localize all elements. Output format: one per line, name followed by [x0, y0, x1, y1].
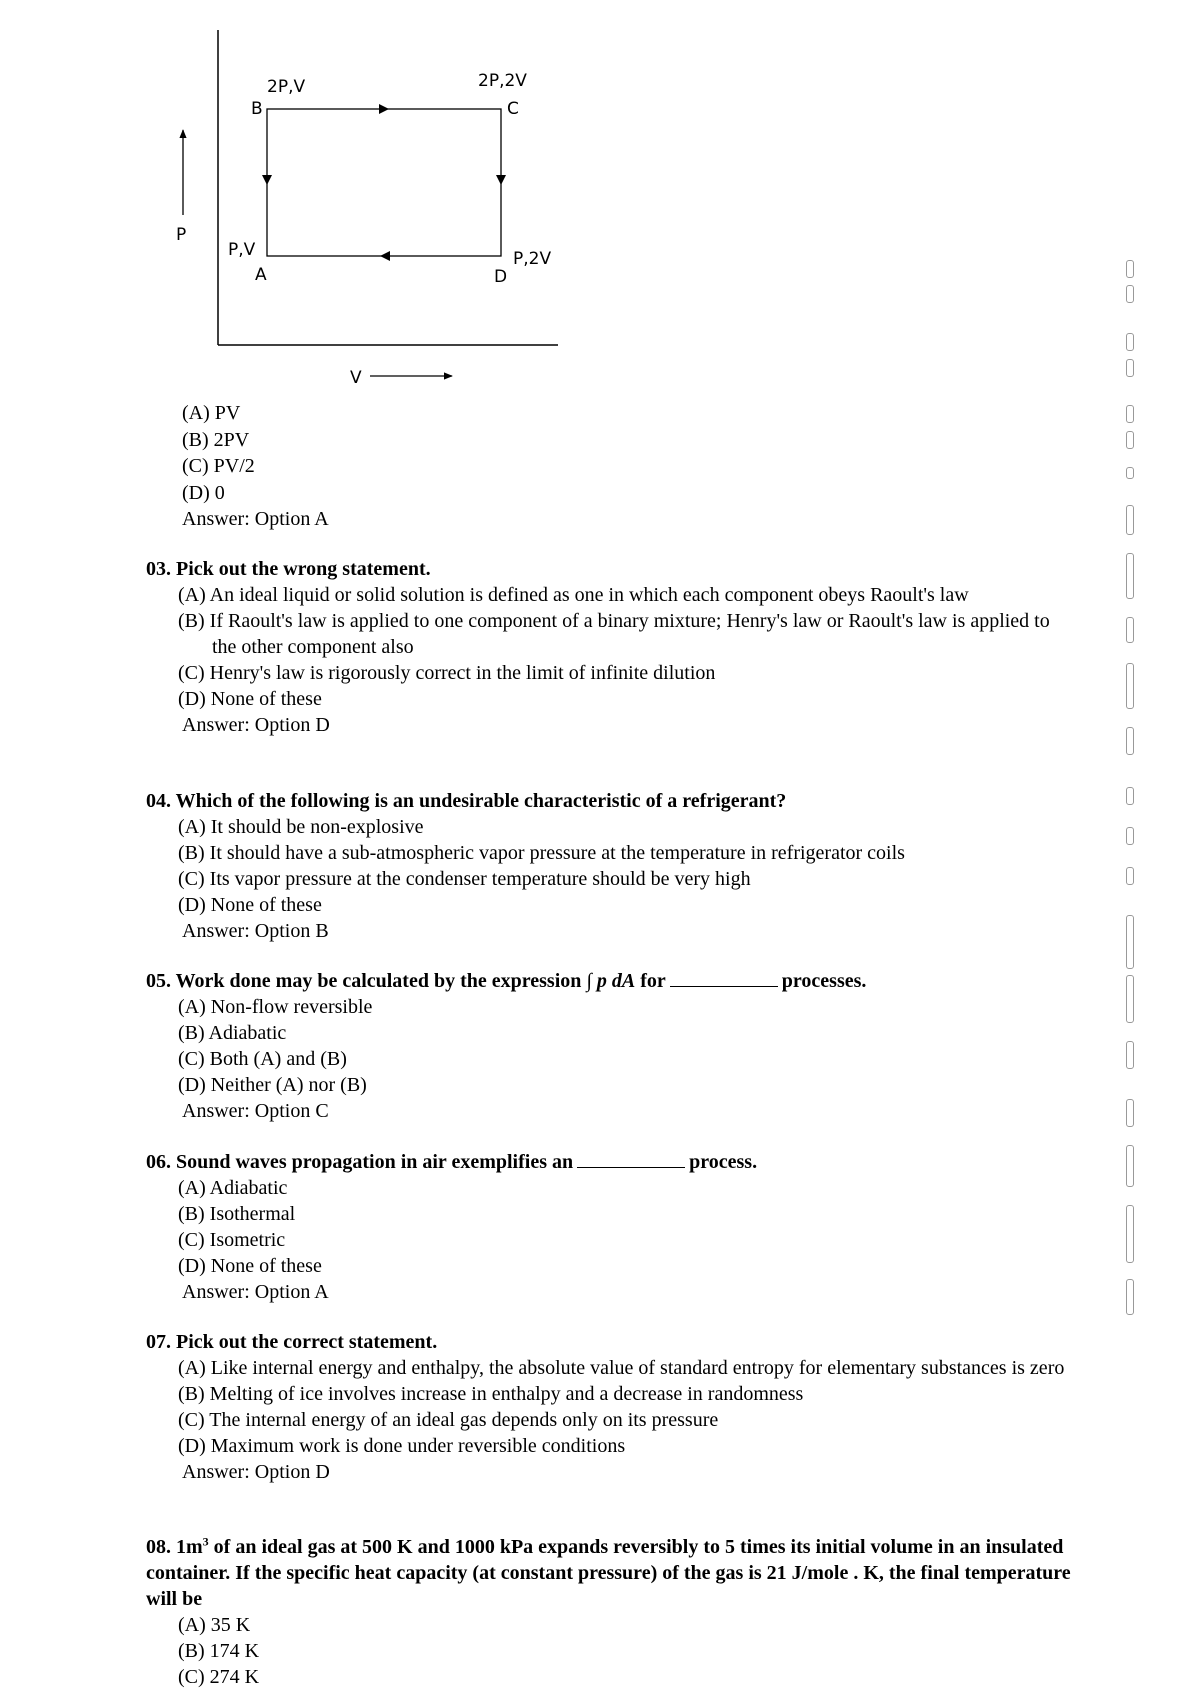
q04-block: [146, 788, 1076, 944]
scan-mark: [1126, 827, 1134, 845]
arrow-ab-icon: [262, 175, 272, 185]
scan-mark: [1126, 1279, 1134, 1315]
q08-title-rest: of an ideal gas at 500 K and 1000 kPa expands reversibly to 5 times its initial volume in an insulated container. If the specific heat capacity (at constant pressure) of the gas is 21 J/mole . K, the final temperature will be: [146, 1536, 1071, 1610]
y-axis-label: P: [176, 225, 187, 245]
point-a-letter: A: [255, 265, 267, 285]
arrow-cd-icon: [496, 175, 506, 185]
q02-option-c: (C) PV/2: [182, 455, 255, 477]
q06-blank: [577, 1153, 685, 1168]
q06-title-start: 06. Sound waves propagation in air exemplifies an: [146, 1151, 574, 1173]
q02-answer: Answer: Option A: [182, 508, 329, 530]
q05-title-end: processes.: [781, 970, 867, 992]
q08-option-b: (B) 174 K: [178, 1640, 260, 1662]
scan-margin-marks: [1126, 255, 1146, 1455]
arrow-bc-icon: [379, 104, 389, 114]
q06-block: [146, 1149, 1076, 1305]
scan-mark: [1126, 467, 1134, 479]
q03-option-d: (D) None of these: [178, 688, 322, 710]
q04-title: 04. Which of the following is an undesirable characteristic of a refrigerant?: [146, 790, 787, 812]
q05-title-mid: for: [640, 970, 666, 992]
x-axis-label: V: [350, 368, 362, 388]
scan-mark: [1126, 727, 1134, 755]
q05-answer: Answer: Option C: [182, 1100, 329, 1122]
q02-option-b: (B) 2PV: [182, 428, 250, 451]
q05-integral: ∫ p dA: [586, 970, 636, 992]
scan-mark: [1126, 1041, 1134, 1069]
q08-block: [146, 1534, 1076, 1690]
q06-option-b: (B) Isothermal: [178, 1203, 296, 1225]
q04-option-b: (B) It should have a sub-atmospheric vapor pressure at the temperature in refrigerator coils: [178, 842, 905, 864]
q04-option-d: (D) None of these: [178, 894, 322, 916]
scan-mark: [1126, 405, 1134, 423]
q04-option-c: (C) Its vapor pressure at the condenser temperature should be very high: [178, 868, 751, 890]
q02-option-a: (A) PV: [182, 402, 241, 424]
scan-mark: [1126, 553, 1134, 599]
scan-mark: [1126, 359, 1134, 377]
q03-title: 03. Pick out the wrong statement.: [146, 558, 431, 580]
q05-option-c: (C) Both (A) and (B): [178, 1048, 347, 1070]
q05-title-start: 05. Work done may be calculated by the expression: [146, 970, 582, 992]
arrow-da-icon: [380, 251, 390, 261]
q06-title-end: process.: [689, 1151, 758, 1173]
q05-option-a: (A) Non-flow reversible: [178, 996, 373, 1018]
q08-title-start: 08. 1m: [146, 1536, 203, 1558]
point-d-coords: P,2V: [513, 249, 552, 269]
q05-block: [146, 968, 1076, 1124]
scan-mark: [1126, 787, 1134, 805]
q03-option-b: (B) If Raoult's law is applied to one component of a binary mixture; Henry's law or Raoult's law is applied to the other component also: [178, 610, 1050, 658]
pv-cycle-diagram: [0, 0, 600, 400]
scan-mark: [1126, 505, 1134, 535]
scan-mark: [1126, 1099, 1134, 1127]
q05-option-b: (B) Adiabatic: [178, 1022, 287, 1044]
scan-mark: [1126, 431, 1134, 449]
cycle-rectangle: [267, 109, 501, 256]
q04-option-a: (A) It should be non-explosive: [178, 816, 424, 838]
q06-answer: Answer: Option A: [182, 1281, 329, 1303]
point-b-letter: B: [251, 99, 263, 119]
q07-option-b: (B) Melting of ice involves increase in enthalpy and a decrease in randomness: [178, 1383, 804, 1405]
q07-option-a: (A) Like internal energy and enthalpy, the absolute value of standard entropy for elementary substances is zero: [178, 1357, 1065, 1379]
point-c-letter: C: [507, 99, 519, 119]
point-c-coords: 2P,2V: [478, 71, 527, 91]
scan-mark: [1126, 285, 1134, 303]
q07-answer: Answer: Option D: [182, 1461, 330, 1483]
scan-mark: [1126, 1205, 1134, 1263]
q06-option-a: (A) Adiabatic: [178, 1177, 288, 1199]
point-b-coords: 2P,V: [267, 77, 306, 97]
q07-option-d: (D) Maximum work is done under reversible conditions: [178, 1435, 626, 1457]
scan-mark: [1126, 663, 1134, 709]
q07-title: 07. Pick out the correct statement.: [146, 1331, 438, 1353]
scan-mark: [1126, 975, 1134, 1023]
scan-mark: [1126, 867, 1134, 885]
q05-blank: [670, 972, 778, 987]
q08-title-sup: 3: [202, 1534, 209, 1549]
q05-option-d: (D) Neither (A) nor (B): [178, 1074, 367, 1096]
q03-option-a: (A) An ideal liquid or solid solution is defined as one in which each component obeys Raoult's law: [178, 584, 969, 606]
q02-option-d: (D) 0: [182, 481, 225, 504]
q07-option-c: (C) The internal energy of an ideal gas depends only on its pressure: [178, 1409, 719, 1431]
scan-mark: [1126, 915, 1134, 969]
q03-option-c: (C) Henry's law is rigorously correct in the limit of infinite dilution: [178, 662, 716, 684]
q08-title: [146, 1534, 1076, 1612]
point-a-coords: P,V: [228, 240, 256, 260]
q08-option-c: (C) 274 K: [178, 1666, 260, 1688]
scan-mark: [1126, 333, 1134, 351]
scan-mark: [1126, 617, 1134, 643]
q03-block: [146, 556, 1076, 738]
q02-block: [182, 400, 329, 533]
q06-option-d: (D) None of these: [178, 1255, 322, 1277]
q04-answer: Answer: Option B: [182, 920, 329, 942]
q06-title: [146, 1149, 1076, 1175]
q03-answer: Answer: Option D: [182, 714, 330, 736]
scan-mark: [1126, 1145, 1134, 1187]
q06-option-c: (C) Isometric: [178, 1229, 286, 1251]
q08-option-a: (A) 35 K: [178, 1614, 251, 1636]
q07-block: [146, 1329, 1076, 1485]
point-d-letter: D: [494, 267, 508, 287]
q05-title: [146, 968, 1076, 994]
scan-mark: [1126, 260, 1134, 278]
